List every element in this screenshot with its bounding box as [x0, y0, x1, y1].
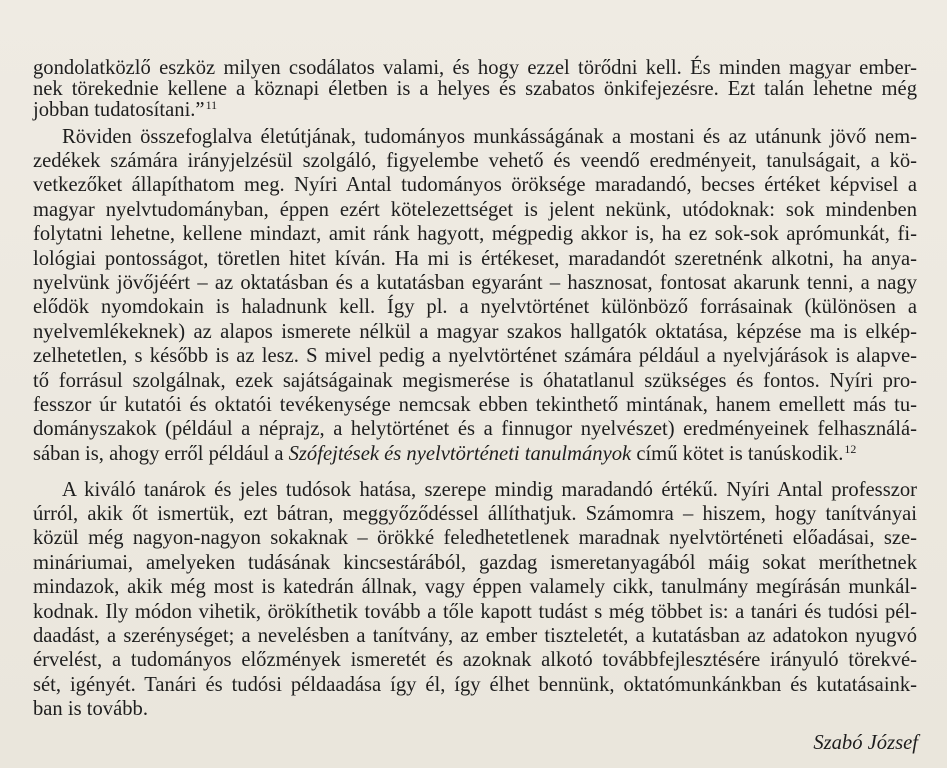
footnote-ref-12: 12 [844, 442, 857, 457]
text-line: mindazok, akik még most is katedrán állnak, vagy éppen valamely cikk, tanulmány megírásán munkál- [33, 576, 917, 599]
text-line: gondolatközlő eszköz milyen csodálatos valami, és hogy ezzel törődni kell. És minden magyar ember- [33, 57, 917, 79]
text-line [33, 442, 917, 466]
text-line: fesszor úr kutatói és oktatói tevékenysége nemcsak ebben tekinthető mintának, hanem emellett más tu- [33, 393, 917, 416]
text-line: folytatni lehetne, kellene mindazt, amit ránk hagyott, mégpedig akkor is, ha ez sok-sok aprómunkát, fi- [33, 223, 917, 246]
footnote-ref-11: 11 [205, 98, 218, 113]
text-line: elődök nyomdokain is haladnunk kell. Így pl. a nyelvtörténet különböző forrásainak (különösen a [33, 296, 917, 319]
text-line: magyar nyelvtudományban, éppen ezért kötelezettséget is jelent nekünk, utódoknak: sok mindenben [33, 198, 917, 221]
text-line: dományszakok (például a néprajz, a helytörténet és a finnugor nyelvészet) eredményeinek felhasználá- [33, 418, 917, 441]
text-line: nek törekednie kellene a köznapi életben is a helyes és szabatos önkifejezésre. Ezt talán lehetne még [33, 78, 917, 100]
line-text-after-title: című kötet is tanúskodik. [631, 442, 844, 465]
text-line: sét, igényét. Tanári és tudósi példaadása így él, így élhet bennünk, oktatómunkánkban és kutatásaink- [33, 673, 917, 696]
text-line: nyelvünk jövőjéért – az oktatásban és a kutatásban egyaránt – hasznosat, fontosat akarunk tenni, a nagy [33, 271, 917, 294]
paragraph-1 [33, 58, 917, 121]
text-line: nyelvemlékeknek) az alapos ismerete nélkül a magyar szakos hallgatók oktatása, képzése ma is elkép- [33, 320, 917, 343]
text-line [33, 100, 917, 121]
text-line: mináriumai, amelyeken tudásának kincsestárából, gazdag ismeretanyagából máig sokat meríthetnek [33, 551, 917, 574]
text-line: közül még nagyon-nagyon sokaknak – örökké feledhetetlenek maradnak nyelvtörténeti előadásai, sze- [33, 527, 917, 550]
text-line: ban is tovább. [33, 698, 148, 721]
text-line: daadást, a szerénységet; a nevelésben a tanítvány, az ember tiszteletét, a kutatásban az adatokon nyugvó [33, 624, 917, 647]
text-line: tő forrásul szolgálnak, ezek sajátságainak megismerése is óhatatlanul szükséges és fontos. Nyíri pro- [33, 369, 917, 392]
text-line: érvelést, a tudományos előzmények ismeretét és azoknak alkotó továbbfejlesztésére irányuló törekvé- [33, 649, 917, 672]
text-line: lológiai pontosságot, töretlen hitet kíván. Ha mi is értékeset, maradandót szeretnénk alkotni, ha anya- [33, 247, 917, 270]
text-line: Röviden összefoglalva életútjának, tudományos munkásságának a mostani és az utánunk jövő nem- [62, 125, 917, 148]
paragraph-2 [33, 125, 917, 467]
text-line: zedékek számára irányjelzésül szolgáló, figyelembe vehető és veendő eredményeit, tanulságait, a kö- [33, 149, 917, 172]
text-line: zelhetetlen, s később is az lesz. S mivel pedig a nyelvtörténet számára például a nyelvjárások is alapve- [33, 345, 917, 368]
text-line: úrról, akik őt ismertük, ezt bátran, meggyőződéssel állíthatjuk. Számomra – hiszem, hogy tanítványai [33, 502, 917, 525]
quote-end-text: jobban tudatosítani.” [33, 99, 205, 121]
text-line: A kiváló tanárok és jeles tudósok hatása, szerepe mindig maradandó értékű. Nyíri Antal professzor [62, 478, 917, 501]
book-title: Szófejtések és nyelvtörténeti tanulmányok [288, 442, 632, 465]
paragraph-3 [33, 478, 917, 722]
line-text-before-title: sában is, ahogy erről például a [33, 442, 289, 465]
author-signature: Szabó József [813, 731, 918, 754]
text-line: kodnak. Ily módon vihetik, örökíthetik tovább a tőle kapott tudást s még többet is: a tanári és tudósi pél- [33, 600, 917, 623]
text-line: vetkezőket állapíthatom meg. Nyíri Antal tudományos öröksége maradandó, becses értéket képvisel a [33, 174, 917, 197]
